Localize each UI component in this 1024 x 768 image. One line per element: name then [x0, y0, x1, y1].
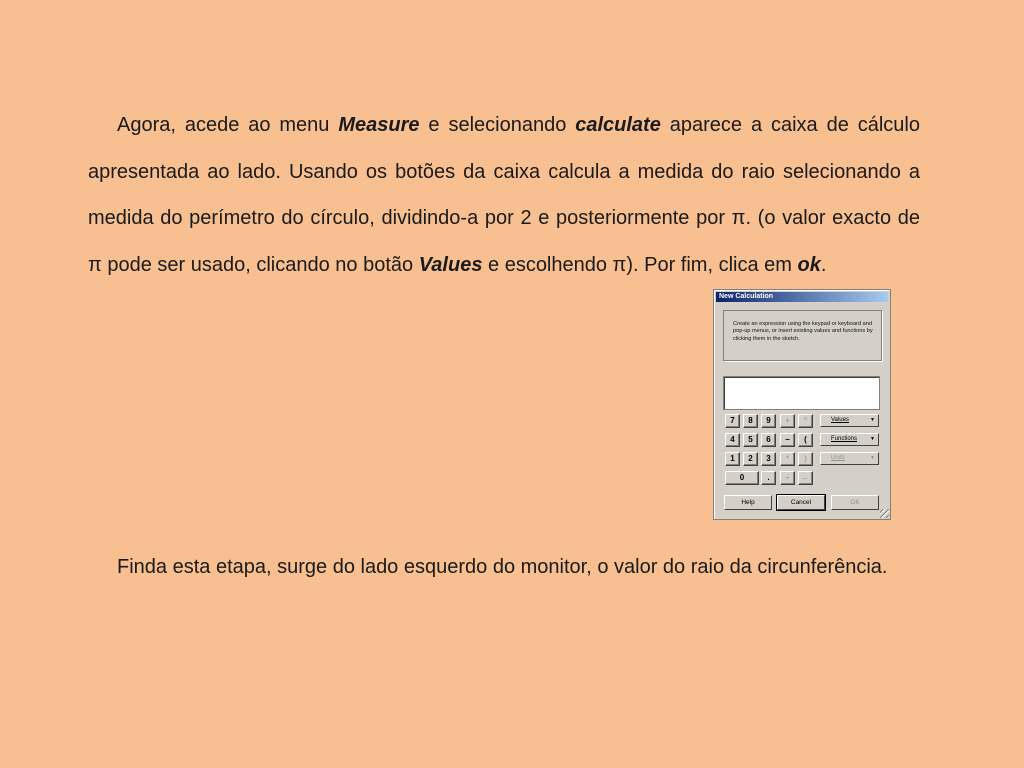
paragraph-text: . — [820, 253, 827, 276]
measure-menu-term: Measure — [338, 114, 420, 136]
key-lparen-button[interactable]: ( — [798, 433, 813, 447]
result-paragraph: Finda esta etapa, surge do lado esquerdo do monitor, o valor do raio da circunferência. — [117, 556, 888, 578]
key-4-button[interactable]: 4 — [725, 433, 740, 447]
dropdown-arrow-icon: ▼ — [870, 417, 875, 423]
dropdown-arrow-icon: ▼ — [870, 455, 875, 461]
paragraph-text: e escolhendo π). Por fim, clica em — [482, 253, 798, 276]
units-dropdown[interactable] — [820, 452, 879, 465]
calculate-command-term: calculate — [575, 114, 661, 136]
key-6-button[interactable]: 6 — [761, 433, 776, 447]
instruction-paragraph — [88, 102, 920, 288]
values-dropdown-label: Values — [831, 417, 849, 423]
units-dropdown-label: Units — [831, 455, 845, 461]
key-3-button[interactable]: 3 — [761, 452, 776, 466]
key-backspace-button[interactable]: ← — [798, 471, 813, 485]
cancel-button[interactable]: Cancel — [777, 495, 825, 510]
key-5-button[interactable]: 5 — [743, 433, 758, 447]
functions-dropdown[interactable] — [820, 433, 879, 446]
key-multiply-button[interactable]: * — [780, 452, 795, 466]
key-divide-button[interactable]: ÷ — [780, 471, 795, 485]
functions-dropdown-label: Functions — [831, 436, 858, 442]
key-decimal-button[interactable]: . — [761, 471, 776, 485]
key-rparen-button[interactable]: ) — [798, 452, 813, 466]
expression-field[interactable] — [723, 376, 880, 410]
ok-button[interactable]: OK — [831, 495, 879, 510]
ok-button-term: ok — [797, 253, 821, 276]
paragraph-text: Agora, acede ao menu — [117, 114, 339, 136]
paragraph-text: aparece a caixa de cálculo apresentada ao lado. Usando os botões da caixa calcula a medida do raio selecionando a medida do perímetro do círculo, dividindo-a por 2 e posteriormente por π. (o valor exacto de π pode ser usado, clicando no botão — [88, 114, 920, 276]
paragraph-text: e selecionando — [419, 114, 576, 136]
key-0-button[interactable]: 0 — [725, 471, 759, 485]
key-1-button[interactable]: 1 — [725, 452, 740, 466]
new-calculation-dialog — [713, 289, 891, 520]
dialog-instructions: Create an expression using the keypad or keyboard and pop-up menus, or insert existing values and functions by clicking them in the sketch. — [733, 321, 873, 342]
dropdown-arrow-icon: ▼ — [870, 436, 875, 442]
help-button[interactable]: Help — [724, 495, 772, 510]
key-8-button[interactable]: 8 — [743, 414, 758, 428]
key-7-button[interactable]: 7 — [725, 414, 740, 428]
values-dropdown[interactable] — [820, 414, 879, 427]
key-9-button[interactable]: 9 — [761, 414, 776, 428]
dialog-title-bar[interactable]: New Calculation — [716, 292, 888, 302]
key-2-button[interactable]: 2 — [743, 452, 758, 466]
values-button-term: Values — [418, 253, 483, 276]
key-plus-button[interactable]: + — [780, 414, 795, 428]
key-minus-button[interactable]: − — [780, 433, 795, 447]
key-caret-button[interactable]: ^ — [798, 414, 813, 428]
resize-grip-icon[interactable] — [880, 509, 889, 518]
